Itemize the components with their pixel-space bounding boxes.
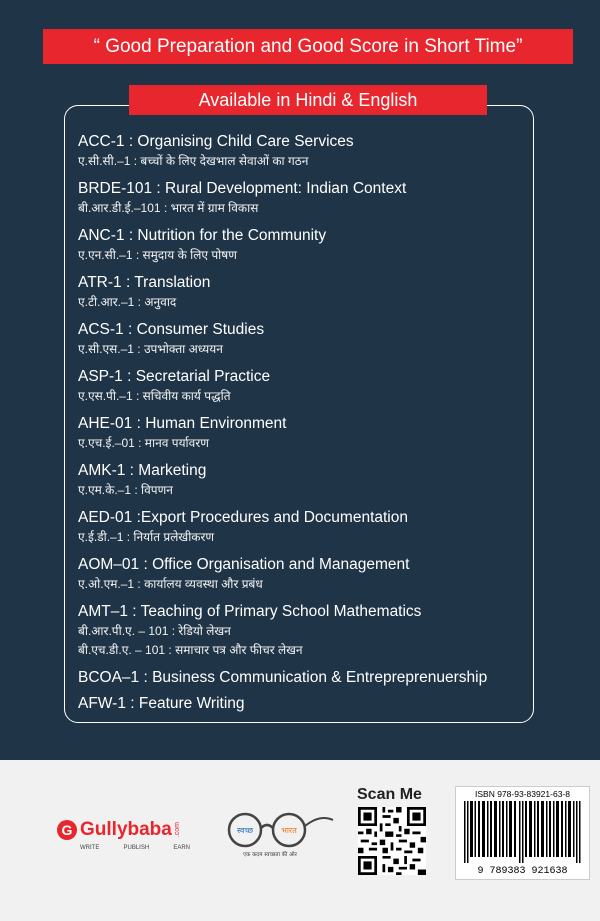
barcode-icon [462, 801, 584, 863]
course-item [78, 225, 528, 264]
course-hindi: ए.ओ.एम.–1 : कार्यालय व्यवस्था और प्रबंध [78, 577, 263, 591]
course-item [78, 319, 528, 358]
course-hindi: ए.एम.के.–1 : विपणन [78, 483, 173, 497]
course-english: ASP-1 : Secretarial Practice [78, 368, 271, 385]
course-english: AFW-1 : Feature Writing [78, 695, 245, 712]
course-item [78, 601, 528, 659]
logo-tag-earn: EARN [173, 845, 190, 851]
course-english: BCOA–1 : Business Communication & Entrepreprenuership [78, 669, 488, 686]
logo-tagline [80, 845, 190, 851]
course-english: ACS-1 : Consumer Studies [78, 321, 265, 338]
tagline-text: “ Good Preparation and Good Score in Short Time” [93, 35, 523, 57]
scan-me-label: Scan Me [357, 786, 422, 803]
course-hindi: बी.आर.डी.ई.–101 : भारत में ग्राम विकास [78, 201, 259, 215]
course-item [78, 554, 528, 593]
course-item [78, 413, 528, 452]
swachh-left-text: स्वच्छ [236, 826, 254, 835]
glasses-bridge-icon [261, 825, 273, 828]
course-list [78, 131, 528, 719]
course-english: AED-01 :Export Procedures and Documentation [78, 509, 408, 526]
logo-tag-publish: PUBLISH [123, 845, 150, 851]
course-item [78, 667, 528, 689]
gullybaba-logo [57, 819, 181, 841]
course-english: AHE-01 : Human Environment [78, 415, 287, 432]
course-item [78, 272, 528, 311]
course-item [78, 178, 528, 217]
course-item [78, 507, 528, 546]
qr-code[interactable] [358, 807, 426, 875]
course-item [78, 693, 528, 715]
swachh-right-text: भारत [281, 826, 297, 835]
course-english: ATR-1 : Translation [78, 274, 211, 291]
isbn-barcode-box [455, 786, 590, 880]
course-english: AMT–1 : Teaching of Primary School Mathematics [78, 603, 422, 620]
course-item [78, 366, 528, 405]
course-english: ACC-1 : Organising Child Care Services [78, 133, 354, 150]
course-hindi: ए.एन.सी.–1 : समुदाय के लिए पोषण [78, 248, 237, 262]
course-hindi: बी.आर.पी.ए. – 101 : रेडियो लेखन [78, 624, 231, 638]
course-item [78, 131, 528, 170]
availability-text: Available in Hindi & English [198, 89, 418, 110]
course-hindi: ए.सी.सी.–1 : बच्चों के लिए देखभाल सेवाओं का गठन [78, 154, 309, 168]
course-english: BRDE-101 : Rural Development: Indian Context [78, 180, 407, 197]
course-item [78, 460, 528, 499]
tagline-banner [43, 29, 573, 64]
course-english: ANC-1 : Nutrition for the Community [78, 227, 327, 244]
course-hindi: ए.एस.पी.–1 : सचिवीय कार्य पद्धति [78, 389, 231, 403]
course-hindi: बी.एच.डी.ए. – 101 : समाचार पत्र और फीचर लेखन [78, 643, 303, 657]
course-hindi: ए.टी.आर.–1 : अनुवाद [78, 295, 177, 309]
course-hindi: ए.एच.ई.–01 : मानव पर्यावरण [78, 436, 209, 450]
course-hindi: ए.ई.डी.–1 : निर्यात प्रलेखीकरण [78, 530, 215, 544]
course-hindi: ए.सी.एस.–1 : उपभोक्ता अध्ययन [78, 342, 223, 356]
swachh-caption: एक कदम स्वच्छता की ओर [243, 852, 297, 858]
swachh-bharat-logo [215, 800, 340, 860]
logo-tag-write: WRITE [80, 845, 100, 851]
availability-banner [129, 85, 487, 115]
course-english: AOM–01 : Office Organisation and Management [78, 556, 410, 573]
logo-wordmark: Gullybaba [80, 819, 172, 840]
glasses-temple-icon [305, 818, 333, 826]
logo-domain: .com [173, 822, 181, 838]
isbn-label: ISBN 978-93-83921-63-8 [475, 789, 570, 799]
isbn-digits: 9 789383 921638 [477, 866, 568, 877]
course-english: AMK-1 : Marketing [78, 462, 207, 479]
logo-g-icon: G [57, 820, 77, 840]
